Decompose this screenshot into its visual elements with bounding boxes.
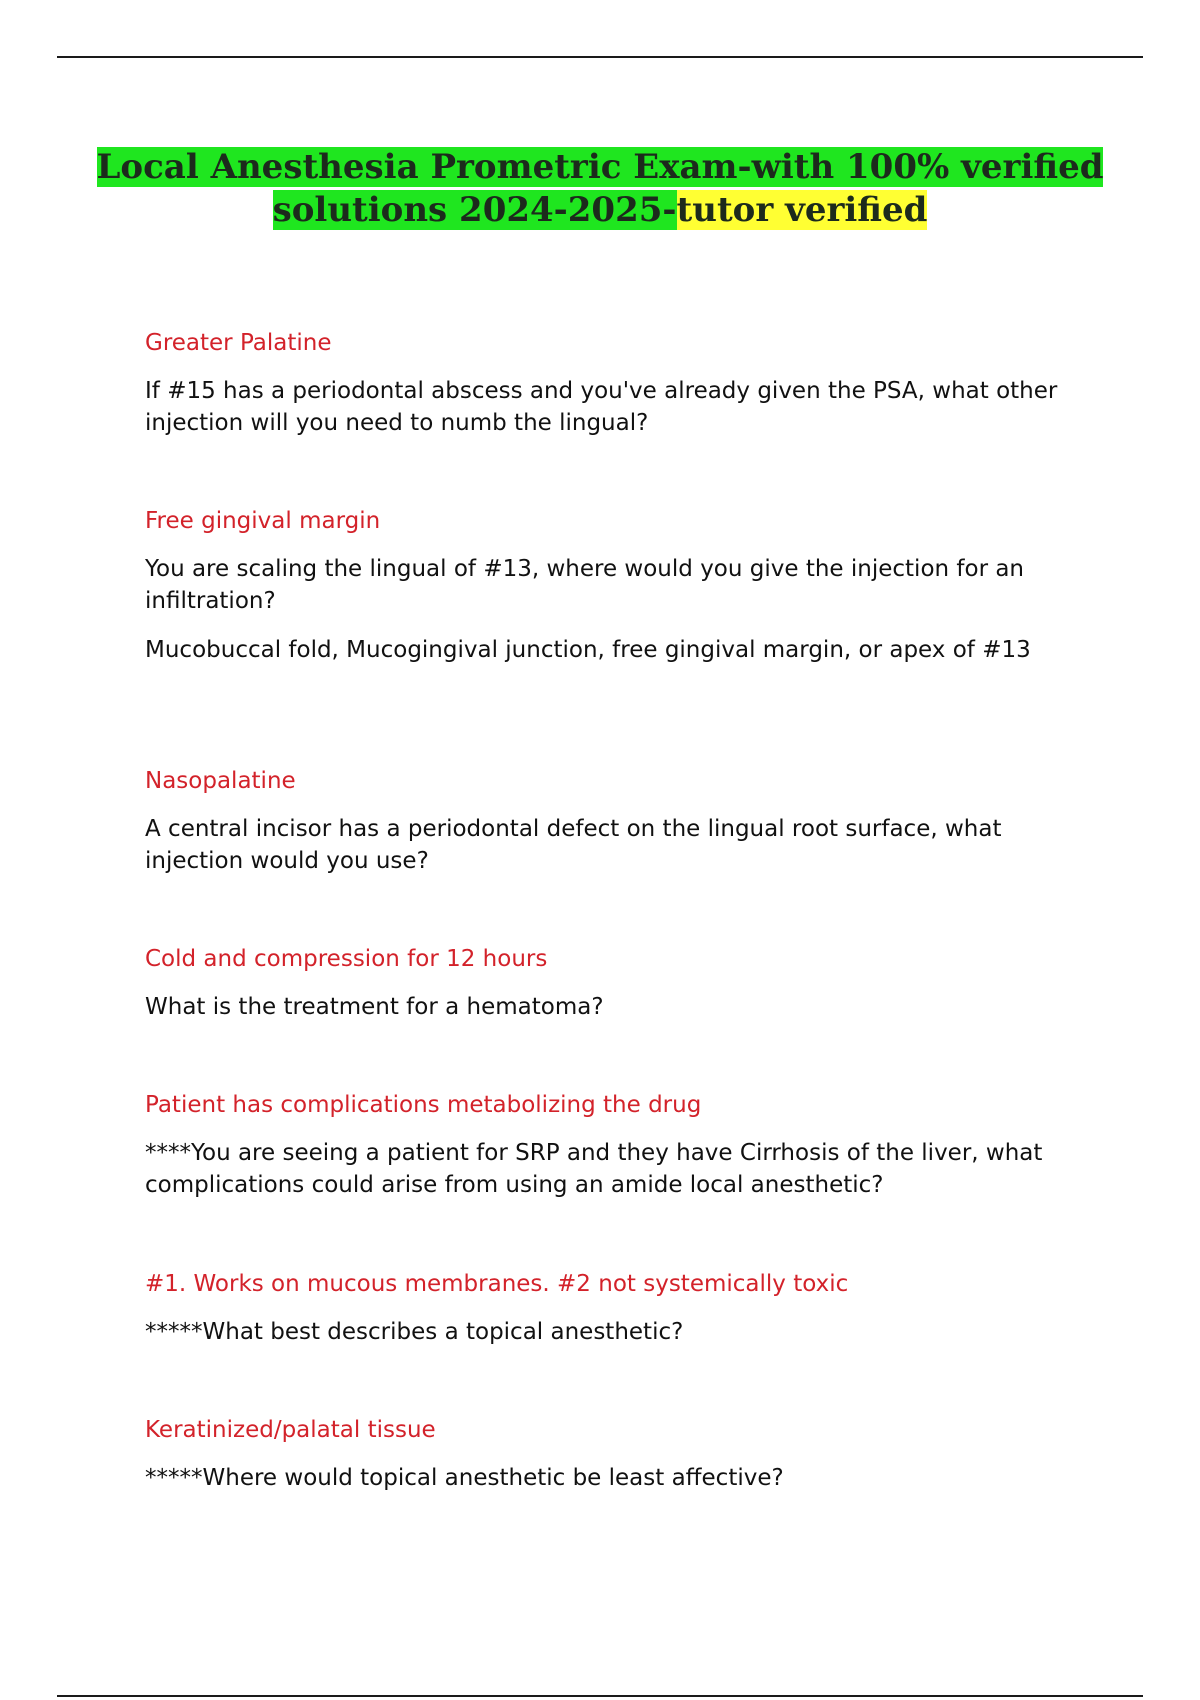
answer-options-text: Mucobuccal fold, Mucogingival junction, free gingival margin, or apex of #13 bbox=[145, 637, 1031, 663]
answer-text: Free gingival margin bbox=[145, 508, 381, 534]
qa-item-6 bbox=[145, 1268, 1075, 1348]
answer-text: Greater Palatine bbox=[145, 330, 332, 356]
question-text: *****Where would topical anesthetic be least affective? bbox=[145, 1465, 784, 1491]
qa-item-4 bbox=[145, 943, 1075, 1023]
qa-item-3 bbox=[145, 765, 1075, 877]
answer-text: #1. Works on mucous membranes. #2 not systemically toxic bbox=[145, 1271, 849, 1297]
qa-item-1 bbox=[145, 327, 1075, 439]
top-divider bbox=[57, 56, 1143, 58]
title-line-1: Local Anesthesia Prometric Exam-with 100% verified bbox=[96, 147, 1104, 187]
question-text: What is the treatment for a hematoma? bbox=[145, 994, 604, 1020]
document-title bbox=[0, 146, 1200, 232]
answer-text: Cold and compression for 12 hours bbox=[145, 946, 548, 972]
title-line-2-yellow: tutor verified bbox=[676, 190, 928, 230]
answer-text: Nasopalatine bbox=[145, 768, 296, 794]
title-line-2-green: solutions 2024-2025- bbox=[272, 190, 677, 230]
question-text: A central incisor has a periodontal defect on the lingual root surface, what injection would you use? bbox=[145, 816, 1002, 874]
answer-text: Keratinized/palatal tissue bbox=[145, 1417, 436, 1443]
question-text: *****What best describes a topical anesthetic? bbox=[145, 1319, 684, 1345]
answer-text: Patient has complications metabolizing the drug bbox=[145, 1092, 702, 1118]
question-text: You are scaling the lingual of #13, where would you give the injection for an infiltration? bbox=[145, 556, 1025, 614]
qa-item-7 bbox=[145, 1414, 1075, 1494]
question-text: If #15 has a periodontal abscess and you've already given the PSA, what other injection will you need to numb the lingual? bbox=[145, 378, 1058, 436]
question-text: ****You are seeing a patient for SRP and they have Cirrhosis of the liver, what complications could arise from using an amide local anesthetic? bbox=[145, 1140, 1043, 1198]
qa-item-2 bbox=[145, 505, 1075, 666]
bottom-divider bbox=[57, 1695, 1143, 1697]
qa-item-5 bbox=[145, 1089, 1075, 1201]
